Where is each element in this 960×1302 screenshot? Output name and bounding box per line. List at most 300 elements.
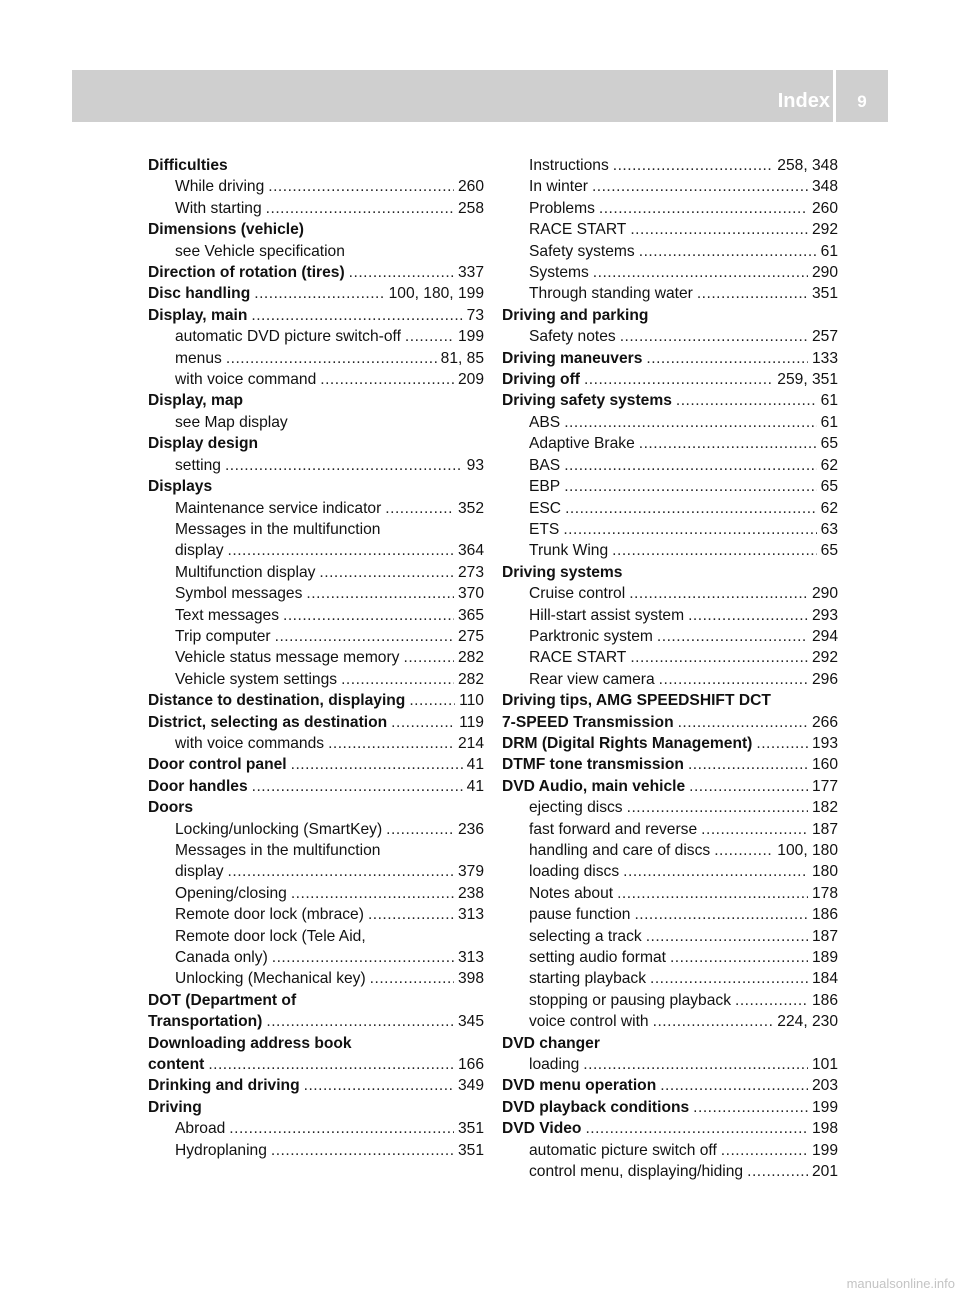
dot-leader [403, 647, 453, 668]
page-reference: 224, 230 [777, 1013, 838, 1031]
page-reference: 187 [811, 927, 838, 945]
dot-leader [639, 433, 817, 454]
index-term: Messages in the multifunction [175, 842, 381, 859]
index-subentry [148, 198, 484, 219]
index-subentry [502, 433, 838, 454]
page-reference: 214 [457, 734, 484, 752]
page-reference: 62 [820, 499, 838, 517]
dot-leader [368, 904, 454, 925]
index-term: Remote door lock (Tele Aid, [175, 927, 366, 945]
index-term: Multifunction display [175, 563, 316, 581]
page-reference: 275 [457, 627, 484, 645]
dot-leader [304, 1075, 454, 1096]
index-term: Notes about [529, 884, 614, 902]
index-entry [148, 1033, 484, 1054]
index-subentry [148, 176, 484, 197]
dot-leader [272, 947, 454, 968]
index-term: Driving and parking [502, 306, 649, 324]
index-term: DVD menu operation [502, 1077, 657, 1095]
index-term: Adaptive Brake [529, 435, 635, 453]
index-subentry [148, 540, 484, 561]
index-subentry [502, 1161, 838, 1182]
index-term: Maintenance service indicator [175, 499, 382, 517]
index-subentry [148, 412, 484, 433]
index-subentry [502, 904, 838, 925]
index-subentry [148, 626, 484, 647]
dot-leader [229, 1118, 454, 1139]
index-subentry [502, 605, 838, 626]
index-subentry [148, 498, 484, 519]
index-term: automatic picture switch off [529, 1141, 717, 1159]
index-term: handling and care of discs [529, 842, 711, 859]
dot-leader [721, 1140, 808, 1161]
index-subentry [502, 861, 838, 882]
index-entry [502, 712, 838, 733]
index-subentry [148, 562, 484, 583]
dot-leader [564, 455, 816, 476]
index-entry [502, 305, 838, 326]
dot-leader [613, 155, 774, 176]
page-reference: 337 [457, 264, 484, 282]
index-subentry [148, 669, 484, 690]
dot-leader [341, 669, 454, 690]
page-reference: 349 [457, 1077, 484, 1095]
index-subentry [502, 176, 838, 197]
dot-leader [735, 990, 808, 1011]
index-subentry [502, 1011, 838, 1032]
dot-leader [646, 348, 808, 369]
dot-leader [634, 904, 808, 925]
index-term: DVD Audio, main vehicle [502, 777, 686, 795]
index-term: Dimensions (vehicle) [148, 221, 304, 239]
index-entry [148, 283, 484, 304]
dot-leader [583, 1054, 808, 1075]
index-term: with voice commands [175, 734, 325, 752]
index-term: content [148, 1056, 205, 1074]
index-term: Display design [148, 435, 259, 453]
dot-leader [306, 583, 454, 604]
page-reference: 257 [811, 328, 838, 346]
page-reference: 41 [466, 756, 484, 774]
index-term: Remote door lock (mbrace) [175, 906, 364, 924]
page-reference: 364 [457, 542, 484, 560]
page-reference: 119 [459, 713, 484, 731]
dot-leader [629, 583, 808, 604]
index-term: Hill-start assist system [529, 606, 685, 624]
index-entry [148, 712, 484, 733]
page-reference: 180 [811, 863, 838, 881]
index-subentry [502, 155, 838, 176]
page-reference: 81, 85 [440, 349, 484, 367]
index-subentry [148, 1118, 484, 1139]
dot-leader [266, 198, 454, 219]
index-entry [148, 797, 484, 818]
dot-leader [646, 926, 808, 947]
index-term: RACE START [529, 221, 627, 239]
dot-leader [756, 733, 808, 754]
index-term: Driving tips, AMG SPEEDSHIFT DCT [502, 692, 771, 710]
index-term: DTMF tone transmission [502, 756, 684, 774]
index-term: selecting a track [529, 927, 642, 945]
index-subentry [502, 797, 838, 818]
index-term: Vehicle system settings [175, 670, 338, 688]
dot-leader [409, 690, 455, 711]
index-entry [502, 690, 838, 711]
page-reference: 351 [811, 285, 838, 303]
index-subentry [502, 990, 838, 1011]
index-term: ETS [529, 520, 560, 538]
index-term: Driving systems [502, 563, 623, 581]
page-reference: 370 [457, 585, 484, 603]
index-term: Parktronic system [529, 627, 653, 645]
page-reference: 101 [811, 1056, 838, 1074]
index-subentry [148, 947, 484, 968]
page-reference: 177 [811, 777, 838, 795]
dot-leader [585, 1118, 808, 1139]
index-term: Cruise control [529, 585, 626, 603]
index-term: Canada only) [175, 949, 268, 967]
index-subentry [502, 283, 838, 304]
index-term: Driving maneuvers [502, 349, 643, 367]
index-term: voice control with [529, 1013, 649, 1031]
index-entry [148, 262, 484, 283]
dot-leader [564, 476, 816, 497]
dot-leader [405, 326, 454, 347]
index-term: Direction of rotation (tires) [148, 264, 345, 282]
page-reference: 63 [820, 520, 838, 538]
page-reference: 292 [811, 649, 838, 667]
dot-leader [689, 776, 808, 797]
index-term: Instructions [529, 157, 609, 174]
page-reference: 133 [811, 349, 838, 367]
index-term: Messages in the multifunction [175, 520, 381, 538]
page-reference: 62 [820, 456, 838, 474]
index-entry [148, 476, 484, 497]
index-term: display [175, 863, 224, 881]
page-reference: 290 [811, 264, 838, 282]
index-entry [148, 776, 484, 797]
index-entry [148, 990, 484, 1011]
dot-leader [657, 626, 808, 647]
page-reference: 296 [811, 670, 838, 688]
page-reference: 282 [457, 670, 484, 688]
page-reference: 209 [457, 371, 484, 389]
index-term: setting [175, 456, 221, 474]
dot-leader [617, 883, 808, 904]
index-term: EBP [529, 478, 561, 496]
dot-leader [678, 712, 808, 733]
dot-leader [275, 626, 454, 647]
index-subentry [502, 455, 838, 476]
index-term: Doors [148, 799, 194, 817]
index-subentry [502, 498, 838, 519]
index-subentry [502, 262, 838, 283]
index-term: Unlocking (Mechanical key) [175, 970, 366, 988]
index-entry [148, 1011, 484, 1032]
index-subentry [502, 198, 838, 219]
page-reference: 65 [820, 478, 838, 496]
index-entry [148, 390, 484, 411]
index-subentry [502, 326, 838, 347]
header-margin [888, 70, 960, 122]
page-reference: 258 [457, 199, 484, 217]
page-reference: 266 [811, 713, 838, 731]
dot-leader [252, 776, 463, 797]
index-term: Driving [148, 1098, 202, 1116]
page-reference: 100, 180, 199 [388, 285, 484, 303]
dot-leader [391, 712, 455, 733]
dot-leader [714, 840, 773, 861]
dot-leader [268, 176, 454, 197]
index-term: ESC [529, 499, 562, 517]
index-term: stopping or pausing playback [529, 991, 731, 1009]
index-term: Downloading address book [148, 1034, 352, 1052]
index-term: Trip computer [175, 627, 271, 645]
dot-leader [225, 455, 463, 476]
index-term: 7-SPEED Transmission [502, 713, 674, 731]
index-term: Display, map [148, 392, 244, 410]
index-term: DOT (Department of [148, 991, 297, 1009]
index-term: pause function [529, 906, 631, 924]
index-subentry [502, 647, 838, 668]
page-reference: 100, 180 [777, 842, 838, 859]
index-term: In winter [529, 178, 588, 196]
index-term: While driving [175, 178, 265, 196]
index-term: Transportation) [148, 1013, 263, 1031]
index-term: see Map display [175, 413, 288, 431]
page-reference: 348 [811, 178, 838, 196]
index-term: Through standing water [529, 285, 693, 303]
index-subentry [148, 883, 484, 904]
index-entry [148, 433, 484, 454]
index-subentry [502, 883, 838, 904]
index-term: with voice command [175, 371, 317, 389]
page-reference: 398 [457, 970, 484, 988]
index-entry [148, 754, 484, 775]
page-reference: 65 [820, 542, 838, 560]
index-subentry [148, 605, 484, 626]
index-term: DVD playback conditions [502, 1098, 690, 1116]
index-term: Locking/unlocking (SmartKey) [175, 820, 383, 838]
index-subentry [148, 519, 484, 540]
dot-leader [320, 369, 454, 390]
page-reference: 294 [811, 627, 838, 645]
page-reference: 201 [811, 1163, 838, 1181]
page-reference: 41 [466, 777, 484, 795]
dot-leader [208, 1054, 454, 1075]
index-term: Vehicle status message memory [175, 649, 400, 667]
page-reference: 93 [466, 456, 484, 474]
index-entry [502, 348, 838, 369]
index-subentry [148, 733, 484, 754]
index-subentry [148, 1140, 484, 1161]
page-reference: 260 [811, 199, 838, 217]
index-subentry [502, 947, 838, 968]
page-reference: 351 [457, 1141, 484, 1159]
index-subentry [148, 455, 484, 476]
index-subentry [502, 540, 838, 561]
index-term: see Vehicle specification [175, 242, 345, 260]
page-reference: 193 [811, 734, 838, 752]
index-term: District, selecting as destination [148, 713, 388, 731]
footer-watermark: manualsonline.info [846, 1276, 955, 1291]
page-reference: 61 [820, 413, 838, 431]
dot-leader [599, 198, 808, 219]
page-reference: 198 [811, 1120, 838, 1138]
index-term: menus [175, 349, 222, 367]
index-entry [502, 1033, 838, 1054]
page-reference: 182 [811, 799, 838, 817]
index-subentry [148, 861, 484, 882]
index-entry [148, 219, 484, 240]
dot-leader [650, 968, 808, 989]
dot-leader [228, 861, 454, 882]
index-entry [148, 305, 484, 326]
page-number: 9 [857, 92, 867, 111]
page-reference: 178 [811, 884, 838, 902]
page-reference: 73 [466, 306, 484, 324]
dot-leader [653, 1011, 774, 1032]
dot-leader [386, 819, 454, 840]
page-reference: 110 [459, 692, 484, 710]
dot-leader [564, 412, 816, 433]
index-term: loading [529, 1056, 580, 1074]
index-subentry [502, 968, 838, 989]
index-term: Trunk Wing [529, 542, 609, 560]
index-entry [502, 733, 838, 754]
page-reference: 351 [457, 1120, 484, 1138]
index-term: control menu, displaying/hiding [529, 1163, 744, 1181]
dot-leader [563, 519, 816, 540]
index-term: Abroad [175, 1120, 226, 1138]
index-term: Displays [148, 478, 213, 496]
page-reference: 166 [457, 1056, 484, 1074]
index-subentry [502, 819, 838, 840]
page-reference: 260 [457, 178, 484, 196]
dot-leader [688, 754, 808, 775]
dot-leader [676, 390, 817, 411]
index-subentry [148, 840, 484, 861]
dot-leader [271, 1140, 454, 1161]
dot-leader [266, 1011, 454, 1032]
index-term: DVD changer [502, 1034, 600, 1052]
index-entry [502, 1075, 838, 1096]
index-subentry [502, 583, 838, 604]
dot-leader [226, 348, 437, 369]
dot-leader [584, 369, 773, 390]
index-term: BAS [529, 456, 561, 474]
page-reference: 313 [457, 949, 484, 967]
index-term: Display, main [148, 306, 248, 324]
index-term: Door handles [148, 777, 248, 795]
dot-leader [627, 797, 808, 818]
index-subentry [502, 669, 838, 690]
page-reference: 65 [820, 435, 838, 453]
index-term: ejecting discs [529, 799, 623, 817]
page-reference: 187 [811, 820, 838, 838]
page-reference: 238 [457, 884, 484, 902]
page-reference: 365 [457, 606, 484, 624]
dot-leader [291, 883, 454, 904]
dot-leader [639, 241, 817, 262]
index-term: With starting [175, 199, 262, 217]
index-subentry [148, 326, 484, 347]
index-subentry [148, 968, 484, 989]
index-entry [148, 1054, 484, 1075]
index-subentry [148, 369, 484, 390]
index-term: Safety notes [529, 328, 616, 346]
index-subentry [502, 219, 838, 240]
index-subentry [502, 626, 838, 647]
index-entry [502, 562, 838, 583]
index-entry [502, 1118, 838, 1139]
page-reference: 379 [457, 863, 484, 881]
index-subentry [502, 1140, 838, 1161]
dot-leader [659, 669, 808, 690]
section-title: Index [777, 90, 830, 112]
page-reference: 160 [811, 756, 838, 774]
index-subentry [148, 926, 484, 947]
index-term: Disc handling [148, 285, 251, 303]
index-term: starting playback [529, 970, 647, 988]
page-reference: 61 [820, 392, 838, 410]
dot-leader [328, 733, 454, 754]
index-term: RACE START [529, 649, 627, 667]
index-term: Text messages [175, 606, 280, 624]
index-entry [148, 1097, 484, 1118]
dot-leader [623, 861, 808, 882]
page-reference: 352 [457, 499, 484, 517]
page-reference: 199 [457, 328, 484, 346]
page-reference: 186 [811, 991, 838, 1009]
page-reference: 189 [811, 949, 838, 967]
dot-leader [251, 305, 462, 326]
dot-leader [349, 262, 454, 283]
page-reference: 290 [811, 585, 838, 603]
index-term: Distance to destination, displaying [148, 692, 406, 710]
dot-leader [385, 498, 454, 519]
page-reference: 259, 351 [777, 371, 838, 389]
dot-leader [660, 1075, 808, 1096]
page-reference: 236 [457, 820, 484, 838]
index-term: DRM (Digital Rights Management) [502, 734, 753, 752]
index-term: Problems [529, 199, 595, 217]
dot-leader [701, 819, 808, 840]
dot-leader [747, 1161, 808, 1182]
index-entry [148, 155, 484, 176]
index-subentry [502, 241, 838, 262]
index-term: Driving off [502, 371, 580, 389]
page-reference: 292 [811, 221, 838, 239]
dot-leader [693, 1097, 808, 1118]
index-term: DVD Video [502, 1120, 582, 1138]
page-reference: 313 [457, 906, 484, 924]
dot-leader [370, 968, 454, 989]
page-reference: 293 [811, 606, 838, 624]
page-reference: 203 [811, 1077, 838, 1095]
index-entry [148, 690, 484, 711]
index-term: Symbol messages [175, 585, 303, 603]
index-subentry [148, 819, 484, 840]
index-entry [502, 1097, 838, 1118]
dot-leader [319, 562, 454, 583]
page-reference: 273 [457, 563, 484, 581]
page-reference: 282 [457, 649, 484, 667]
index-entry [148, 1075, 484, 1096]
dot-leader [620, 326, 808, 347]
index-term: automatic DVD picture switch-off [175, 328, 401, 346]
index-subentry [148, 583, 484, 604]
